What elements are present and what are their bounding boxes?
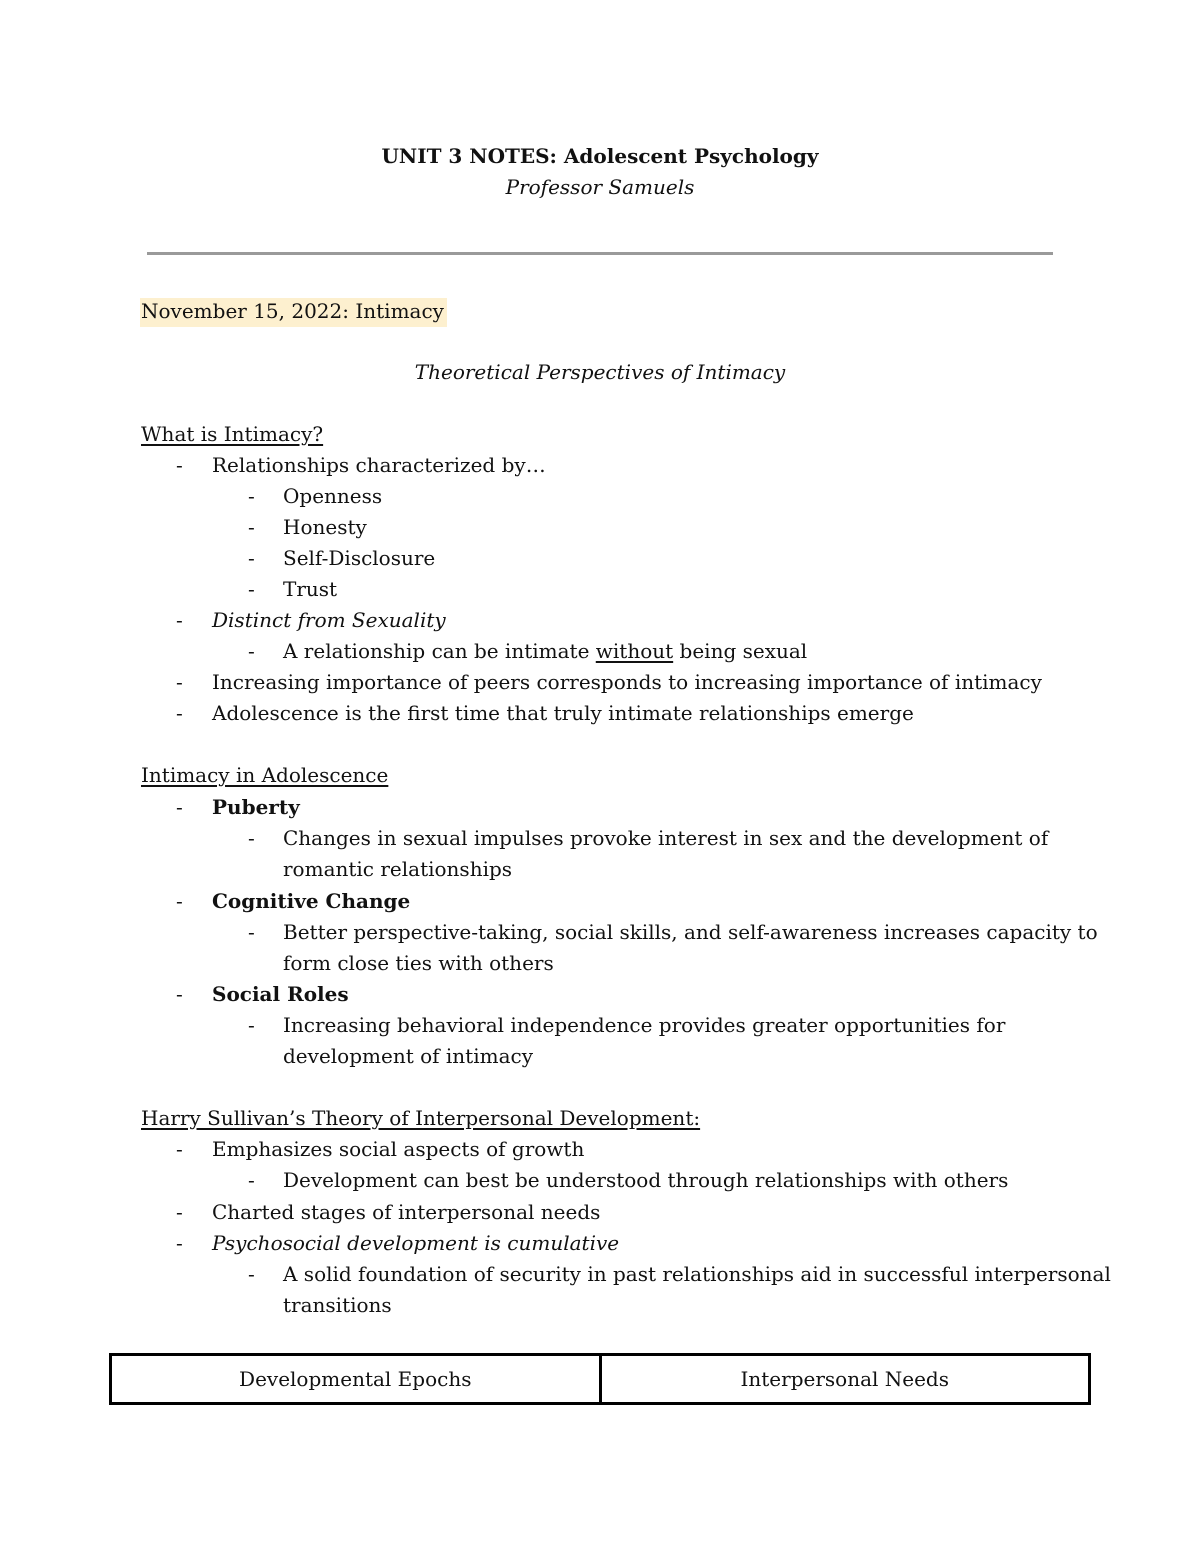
list-item-label: Cognitive Change bbox=[212, 889, 411, 913]
list-item-continuation: form close ties with others bbox=[283, 951, 554, 975]
bullet-dash: - bbox=[248, 1262, 255, 1286]
list-item: Increasing importance of peers corresponds to increasing importance of intimacy bbox=[212, 670, 1042, 694]
what-is-intimacy-heading: What is Intimacy? bbox=[141, 422, 324, 446]
text-run: A relationship can be intimate bbox=[283, 639, 596, 663]
bullet-dash: - bbox=[176, 670, 183, 694]
bullet-dash: - bbox=[176, 1231, 183, 1255]
list-item-continuation: romantic relationships bbox=[283, 857, 513, 881]
list-item: Increasing behavioral independence provides greater opportunities for bbox=[283, 1013, 1006, 1037]
list-item: Openness bbox=[283, 484, 383, 508]
list-item: Adolescence is the first time that truly intimate relationships emerge bbox=[212, 701, 914, 725]
bullet-dash: - bbox=[248, 1013, 255, 1037]
bullet-dash: - bbox=[176, 889, 183, 913]
sullivan-heading: Harry Sullivan’s Theory of Interpersonal Development: bbox=[141, 1106, 701, 1130]
list-item: Development can best be understood through relationships with others bbox=[283, 1168, 1009, 1192]
horizontal-divider bbox=[147, 252, 1053, 255]
underlined-word: without bbox=[595, 639, 674, 663]
bullet-dash: - bbox=[176, 1137, 183, 1161]
list-item: Emphasizes social aspects of growth bbox=[212, 1137, 585, 1161]
list-item: Honesty bbox=[283, 515, 367, 539]
table-header-cell: Interpersonal Needs bbox=[600, 1355, 1090, 1404]
list-item: Charted stages of interpersonal needs bbox=[212, 1200, 601, 1224]
text-run: being sexual bbox=[673, 639, 808, 663]
bullet-dash: - bbox=[176, 701, 183, 725]
list-item: Changes in sexual impulses provoke interest in sex and the development of bbox=[283, 826, 1049, 850]
list-item bbox=[283, 641, 807, 661]
bullet-dash: - bbox=[248, 1168, 255, 1192]
bullet-dash: - bbox=[248, 484, 255, 508]
list-item: Self-Disclosure bbox=[283, 546, 436, 570]
list-item-continuation: transitions bbox=[283, 1293, 392, 1317]
page-title: UNIT 3 NOTES: Adolescent Psychology bbox=[381, 144, 819, 168]
list-item-label: Puberty bbox=[212, 795, 300, 819]
bullet-dash: - bbox=[248, 577, 255, 601]
page-subtitle: Professor Samuels bbox=[505, 175, 695, 199]
list-item-label: Social Roles bbox=[212, 982, 349, 1006]
bullet-dash: - bbox=[248, 826, 255, 850]
table-header-row bbox=[111, 1355, 1090, 1404]
date-heading: November 15, 2022: Intimacy bbox=[140, 298, 447, 327]
bullet-dash: - bbox=[248, 546, 255, 570]
intimacy-in-adolescence-heading: Intimacy in Adolescence bbox=[141, 763, 389, 787]
bullet-dash: - bbox=[176, 795, 183, 819]
list-item: Distinct from Sexuality bbox=[212, 608, 446, 632]
bullet-dash: - bbox=[176, 982, 183, 1006]
section-title: Theoretical Perspectives of Intimacy bbox=[414, 360, 786, 384]
bullet-dash: - bbox=[176, 1200, 183, 1224]
list-item: Psychosocial development is cumulative bbox=[212, 1231, 620, 1255]
list-item: A solid foundation of security in past relationships aid in successful interpersonal bbox=[283, 1262, 1111, 1286]
list-item-continuation: development of intimacy bbox=[283, 1044, 533, 1068]
list-item: Better perspective-taking, social skills, and self-awareness increases capacity to bbox=[283, 920, 1098, 944]
table-header-cell: Developmental Epochs bbox=[111, 1355, 601, 1404]
bullet-dash: - bbox=[176, 608, 183, 632]
list-item: Trust bbox=[283, 577, 338, 601]
list-item: Relationships characterized by… bbox=[212, 453, 546, 477]
bullet-dash: - bbox=[248, 920, 255, 944]
bullet-dash: - bbox=[176, 453, 183, 477]
epochs-table bbox=[109, 1353, 1091, 1405]
bullet-dash: - bbox=[248, 515, 255, 539]
bullet-dash: - bbox=[248, 639, 255, 663]
